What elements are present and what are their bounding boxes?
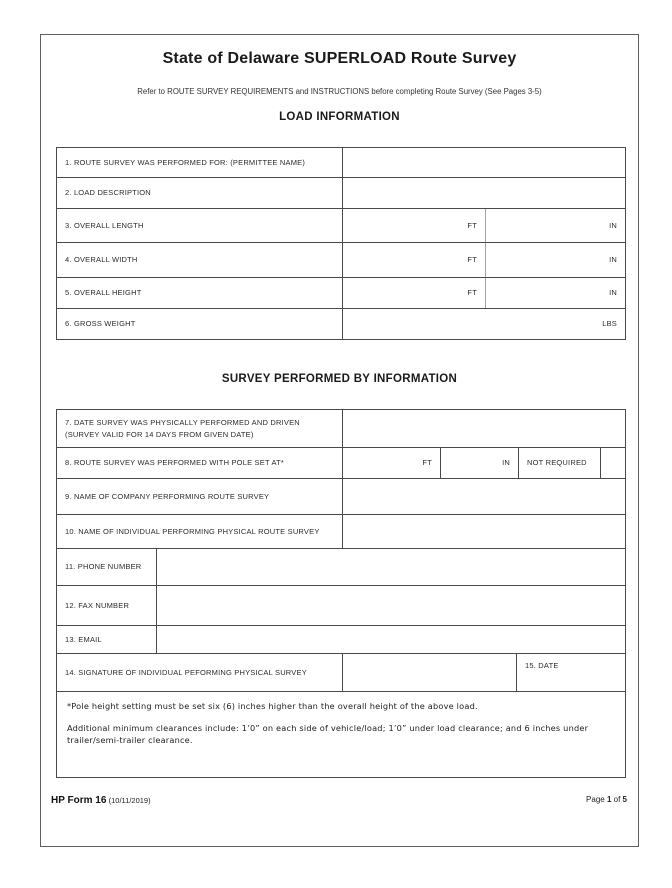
row15-date-label: 15. DATE [516,654,625,691]
table-row [57,549,625,586]
row13-label: 13. EMAIL [65,634,102,644]
page-footer [51,795,627,806]
table-row [57,692,625,777]
table-row [57,654,625,692]
table-row [57,586,625,626]
row12-label: 12. FAX NUMBER [65,600,130,610]
page-subtitle: Refer to ROUTE SURVEY REQUIREMENTS and INSTRUCTIONS before completing Route Survey (See Pages 3-5) [137,87,542,96]
table-row [57,178,625,209]
field-height-ft[interactable]: FT [342,278,485,308]
field-signature[interactable] [342,654,516,691]
form-page [40,34,639,847]
field-height-in[interactable]: IN [485,278,625,308]
survey-performed-table [56,409,626,778]
row4-label: 4. OVERALL WIDTH [65,255,138,265]
row3-label: 3. OVERALL LENGTH [65,220,144,230]
load-information-table [56,147,626,340]
field-survey-date[interactable] [342,410,625,447]
field-length-ft[interactable]: FT [342,209,485,242]
table-row [57,309,625,339]
field-individual-name[interactable] [342,515,625,548]
form-revision-date: (10/11/2019) [108,796,151,805]
field-width-ft[interactable]: FT [342,243,485,277]
row7-label: 7. DATE SURVEY WAS PHYSICALLY PERFORMED AND DRIVEN (SURVEY VALID FOR 14 DAYS FROM GIVEN DATE) [65,418,300,439]
page-title: State of Delaware SUPERLOAD Route Survey [162,50,517,67]
page-word: Page [586,795,605,804]
row14-label: 14. SIGNATURE OF INDIVIDUAL PEFORMING PHYSICAL SURVEY [65,667,307,677]
field-permittee-name[interactable] [342,148,625,177]
row9-label: 9. NAME OF COMPANY PERFORMING ROUTE SURVEY [65,491,270,501]
field-company-name[interactable] [342,479,625,514]
field-load-description[interactable] [342,178,625,208]
table-row [57,515,625,549]
table-row [57,278,625,309]
table-row [57,148,625,178]
table-row [57,243,625,278]
table-row [57,209,625,243]
footnote-clearances: Additional minimum clearances include: 1’0” on each side of vehicle/load; 1’0” under load clearance; and 6 inches under trailer/semi-trailer clearance. [67,722,589,745]
table-row [57,410,625,448]
table-row [57,626,625,654]
row10-label: 10. NAME OF INDIVIDUAL PERFORMING PHYSICAL ROUTE SURVEY [65,526,320,536]
field-phone-number[interactable] [156,549,625,585]
footnote-pole-height: *Pole height setting must be set six (6) inches higher than the overall height of the above load. [67,701,478,711]
row6-label: 6. GROSS WEIGHT [65,319,136,329]
table-row [57,448,625,479]
page-indicator [586,795,627,804]
field-width-in[interactable]: IN [485,243,625,277]
page-of-word: of [613,795,621,804]
survey-performed-heading: SURVEY PERFORMED BY INFORMATION [221,373,458,385]
table-row [57,479,625,515]
field-email[interactable] [156,626,625,653]
field-fax-number[interactable] [156,586,625,625]
page-total: 5 [622,795,627,804]
row5-label: 5. OVERALL HEIGHT [65,288,142,298]
form-identifier [51,795,151,806]
field-length-in[interactable]: IN [485,209,625,242]
row1-label: 1. ROUTE SURVEY WAS PERFORMED FOR: (PERMITTEE NAME) [65,157,306,167]
load-information-heading: LOAD INFORMATION [279,111,400,123]
field-pole-in[interactable]: IN [440,448,518,478]
field-gross-weight-lbs[interactable]: LBS [342,309,625,339]
not-required-label: NOT REQUIRED [518,448,600,478]
page-number: 1 [606,795,612,804]
field-not-required-checkbox[interactable] [600,448,625,478]
row8-label: 8. ROUTE SURVEY WAS PERFORMED WITH POLE SET AT* [65,458,285,468]
form-name: HP Form 16 [51,795,107,806]
row2-label: 2. LOAD DESCRIPTION [65,188,151,198]
row11-label: 11. PHONE NUMBER [65,562,142,572]
field-pole-ft[interactable]: FT [342,448,440,478]
footnotes-cell [57,692,625,777]
